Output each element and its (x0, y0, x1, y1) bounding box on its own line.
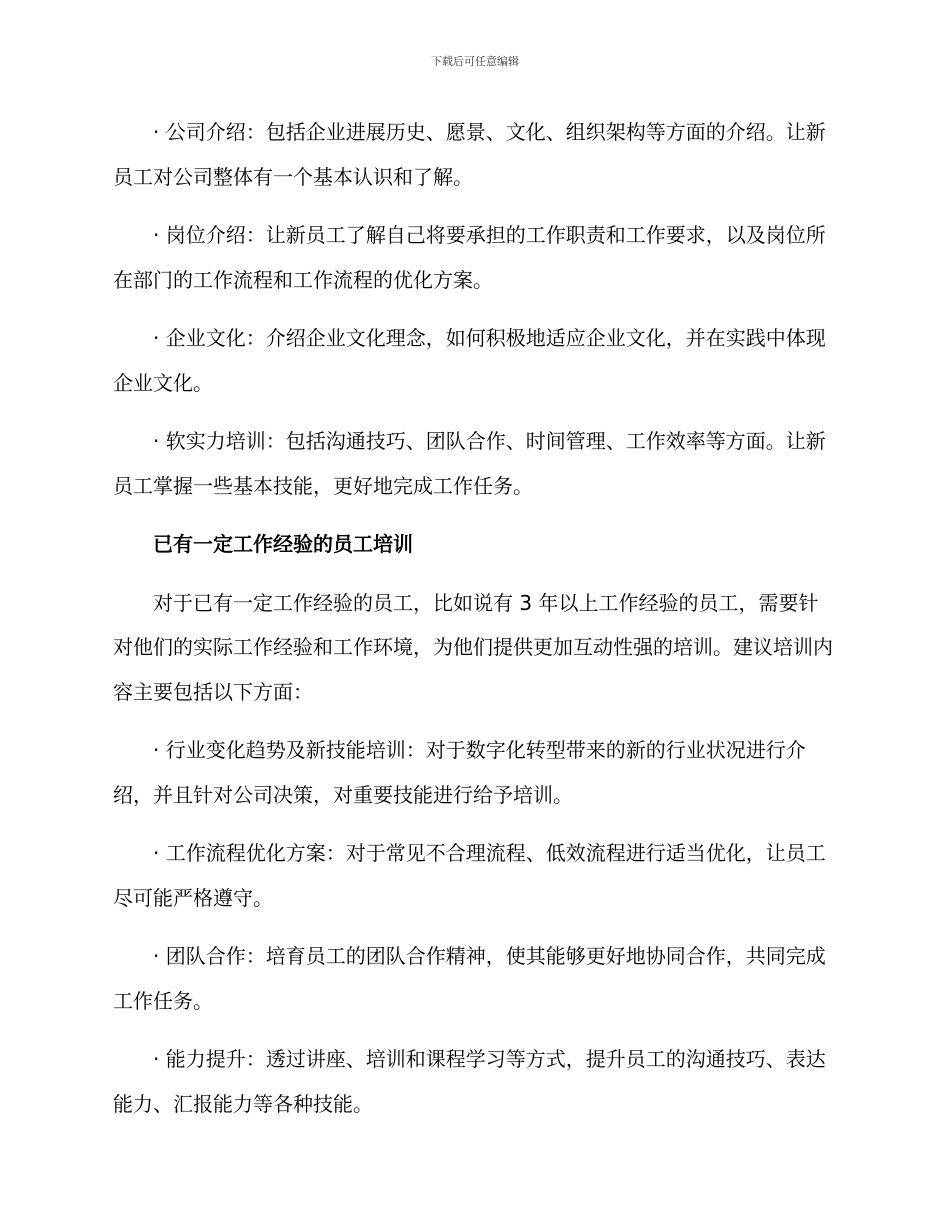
page-header: 下载后可任意编辑 (431, 55, 519, 68)
paragraph-experienced-intro: 对于已有一定工作经验的员工，比如说有 3 年以上工作经验的员工，需要针对他们的实际工作经验和工作环境，为他们提供更加互动性强的培训。建议培训内容主要包括以下方面： (113, 590, 833, 704)
document-body (113, 110, 833, 1140)
paragraph-corporate-culture: · 企业文化：介绍企业文化理念，如何积极地适应企业文化，并在实践中体现企业文化。 (113, 326, 826, 395)
paragraph-soft-skills: · 软实力培训：包括沟通技巧、团队合作、时间管理、工作效率等方面。让新员工掌握一些基本技能，更好地完成工作任务。 (113, 429, 826, 498)
paragraph-teamwork: · 团队合作：培育员工的团队合作精神，使其能够更好地协同合作，共同完成工作任务。 (113, 944, 826, 1013)
paragraph-capability-improvement: · 能力提升：透过讲座、培训和课程学习等方式，提升员工的沟通技巧、表达能力、汇报能力等各种技能。 (113, 1047, 826, 1116)
paragraph-company-intro: · 公司介绍：包括企业进展历史、愿景、文化、组织架构等方面的介绍。让新员工对公司整体有一个基本认识和了解。 (113, 120, 826, 189)
paragraph-industry-trends: · 行业变化趋势及新技能培训：对于数字化转型带来的新的行业状况进行介绍，并且针对公司决策，对重要技能进行给予培训。 (113, 738, 806, 807)
paragraph-workflow-optimization: · 工作流程优化方案：对于常见不合理流程、低效流程进行适当优化，让员工尽可能严格遵守。 (113, 841, 826, 910)
section-heading-experienced-staff: 已有一定工作经验的员工培训 (153, 532, 413, 556)
paragraph-position-intro: · 岗位介绍：让新员工了解自己将要承担的工作职责和工作要求，以及岗位所在部门的工作流程和工作流程的优化方案。 (113, 223, 826, 292)
